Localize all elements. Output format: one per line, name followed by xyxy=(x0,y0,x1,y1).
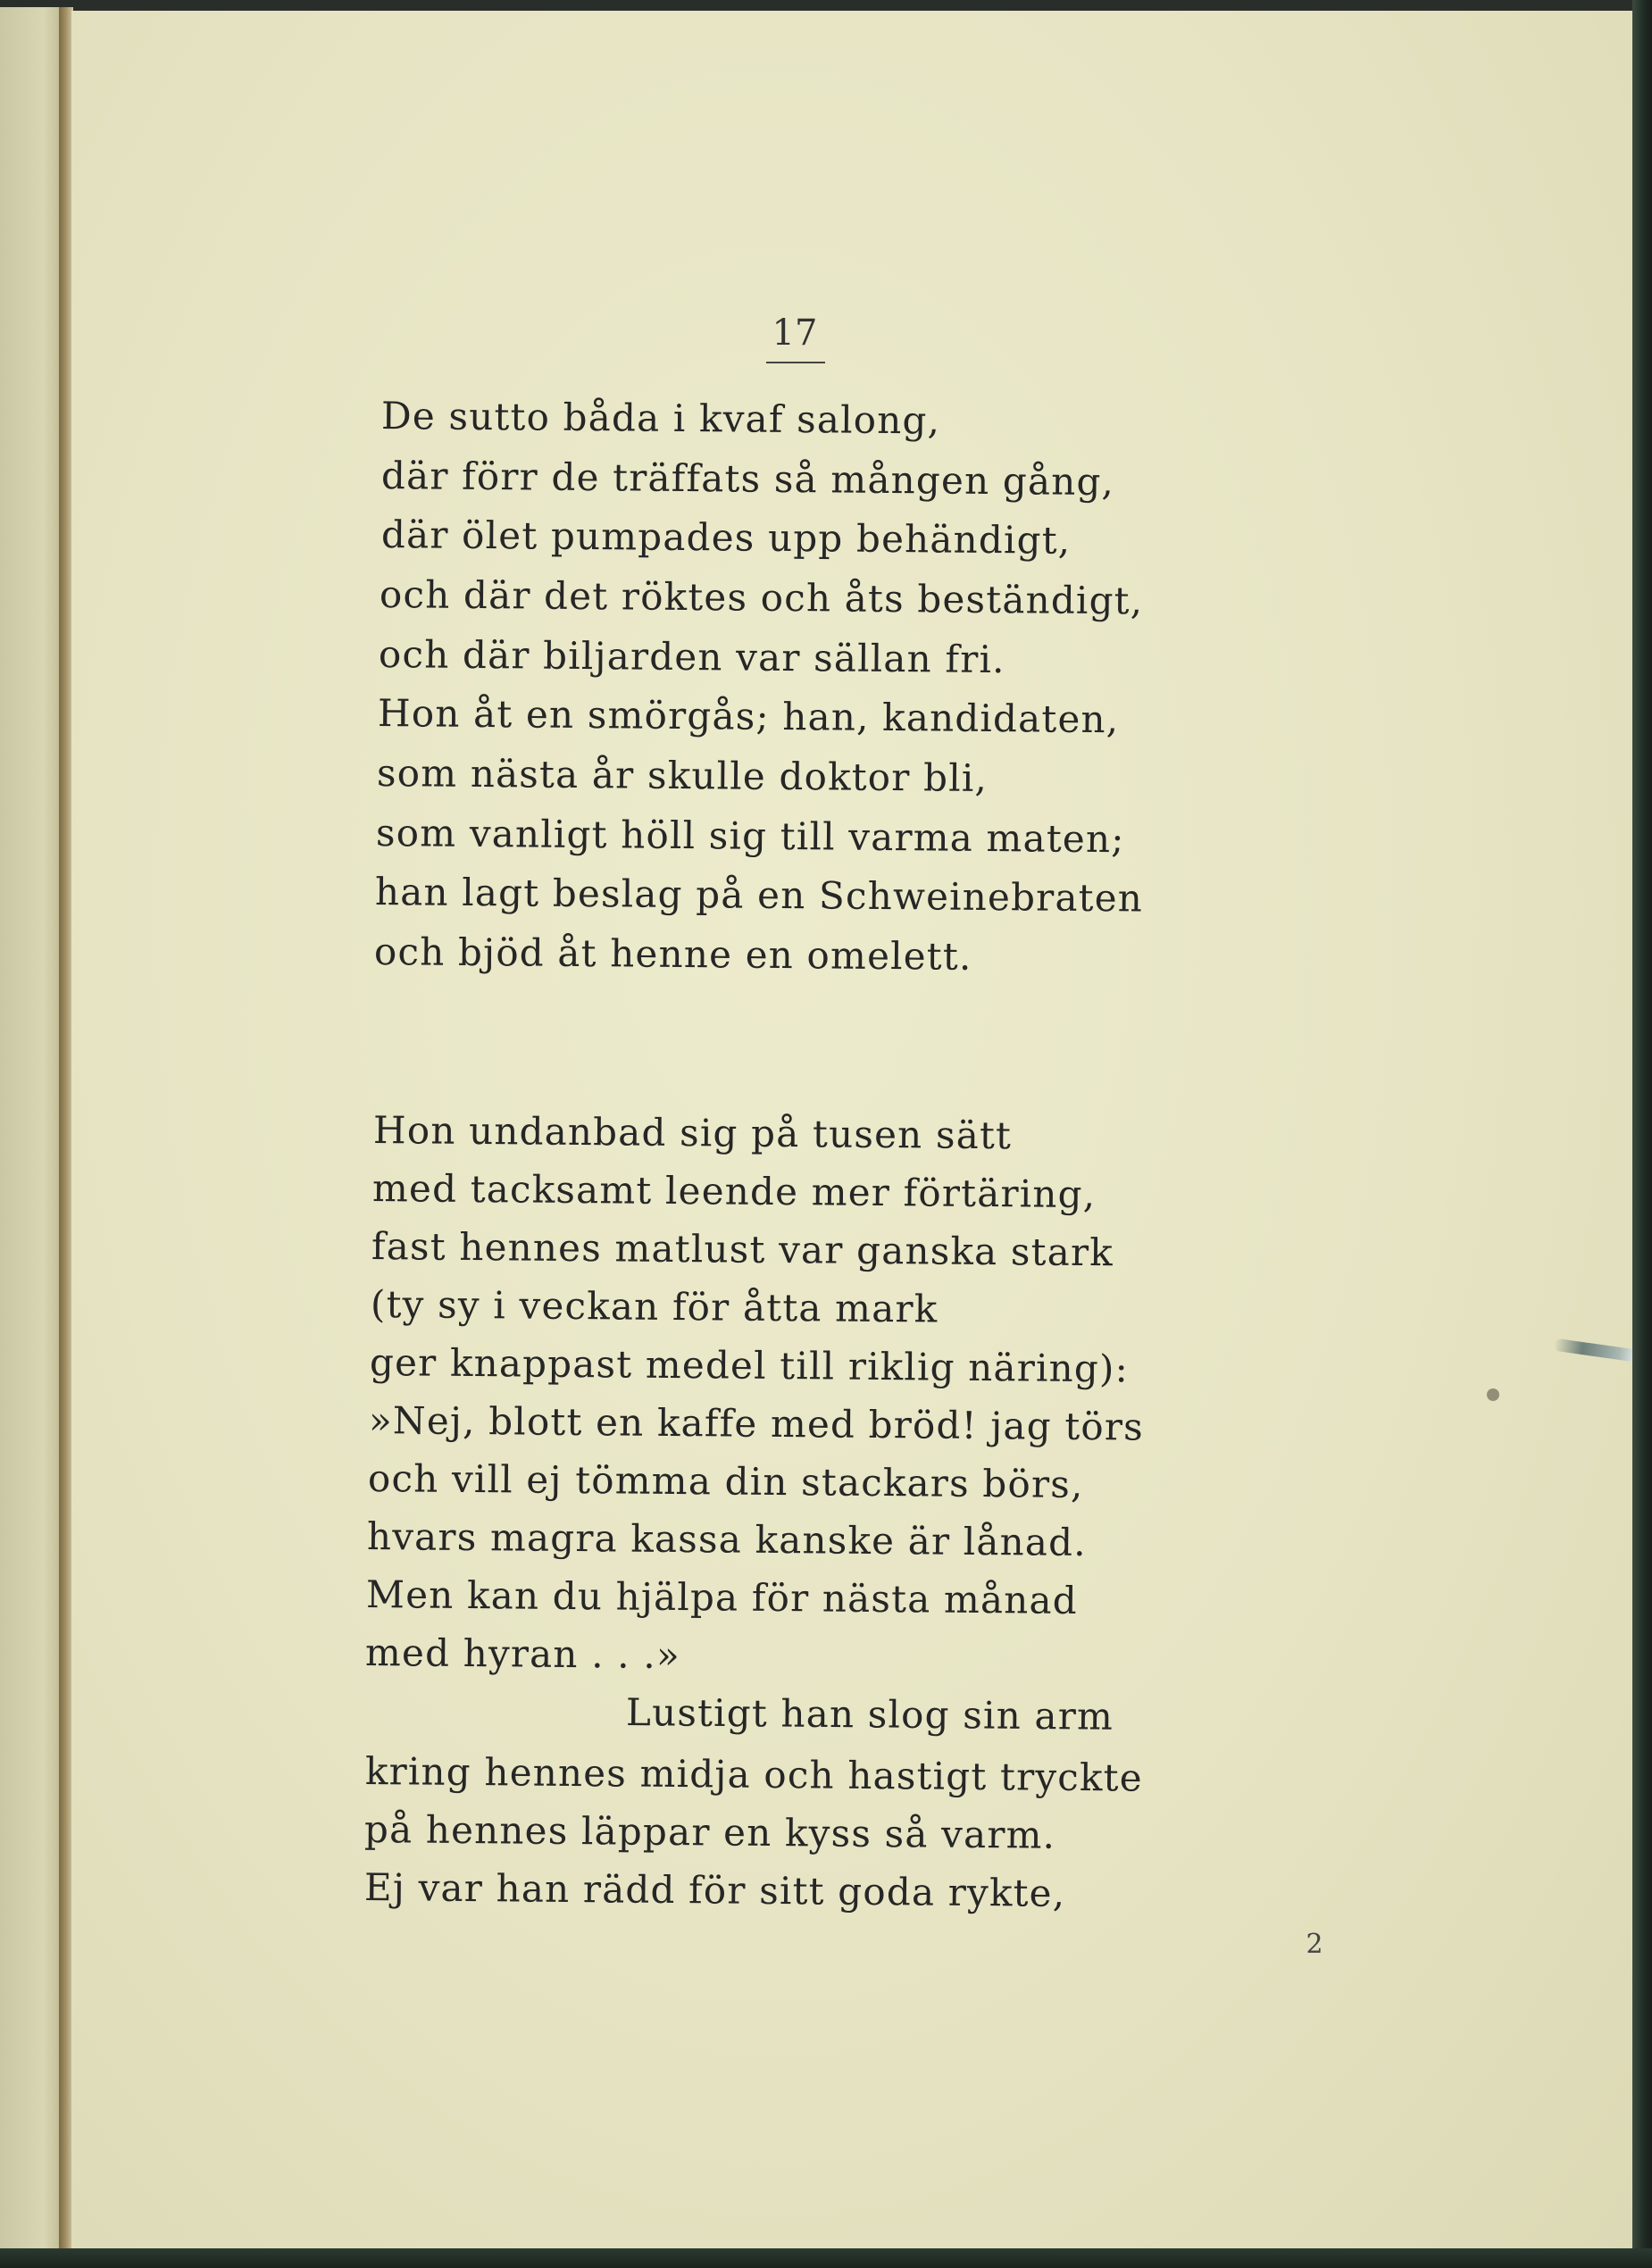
poem-line: som nästa år skulle doktor bli, xyxy=(376,751,989,800)
poem-line: som vanligt höll sig till varma maten; xyxy=(375,811,1125,862)
poem-line: (ty sy i veckan för åtta mark xyxy=(370,1282,939,1331)
poem-line: Lustigt han slog sin arm xyxy=(625,1690,1114,1739)
page-blemish xyxy=(1487,1388,1499,1401)
poem-line: och där det röktes och åts beständigt, xyxy=(379,572,1144,623)
poem-line: han lagt beslag på en Schweinebraten xyxy=(374,870,1144,921)
poem-line: med tacksamt leende mer förtäring, xyxy=(371,1166,1097,1217)
poem-line: med hyran . . .» xyxy=(364,1630,681,1678)
poem-line: och vill ej tömma din stackars börs, xyxy=(367,1456,1084,1506)
poem-line: Ej var han rädd för sitt goda rykte, xyxy=(363,1865,1066,1915)
poem-line: Hon åt en smörgås; han, kandidaten, xyxy=(377,691,1120,742)
page-number-rule xyxy=(766,362,825,363)
printer-signature-mark: 2 xyxy=(1306,1929,1323,1960)
poem-line: på hennes läppar en kyss så varm. xyxy=(363,1807,1056,1857)
poem-line: De sutto båda i kvaf salong, xyxy=(380,394,941,443)
book-cover-right xyxy=(1632,0,1652,2268)
poem-line: och bjöd åt henne en omelett. xyxy=(373,930,972,979)
poem-line: och där biljarden var sällan fri. xyxy=(378,632,1005,682)
poem-line: där ölet pumpades upp behändigt, xyxy=(380,513,1072,563)
poem-line: kring hennes midja och hastigt tryckte xyxy=(364,1749,1144,1800)
poem-line: hvars magra kassa kanske är lånad. xyxy=(366,1514,1088,1565)
poem-line: där förr de träffats så mången gång, xyxy=(380,454,1115,504)
facing-page-edge xyxy=(0,7,63,2250)
poem-line: »Nej, blott en kaffe med bröd! jag törs xyxy=(368,1398,1145,1449)
poem-line: Men kan du hjälpa för nästa månad xyxy=(365,1572,1079,1622)
poem-line: ger knappast medel till riklig näring): xyxy=(369,1340,1130,1391)
book-cover-bottom xyxy=(0,2248,1652,2268)
poem-line: Hon undanbad sig på tusen sätt xyxy=(372,1108,1013,1158)
page-number: 17 xyxy=(772,313,818,354)
poem-line: fast hennes matlust var ganska stark xyxy=(371,1224,1114,1275)
